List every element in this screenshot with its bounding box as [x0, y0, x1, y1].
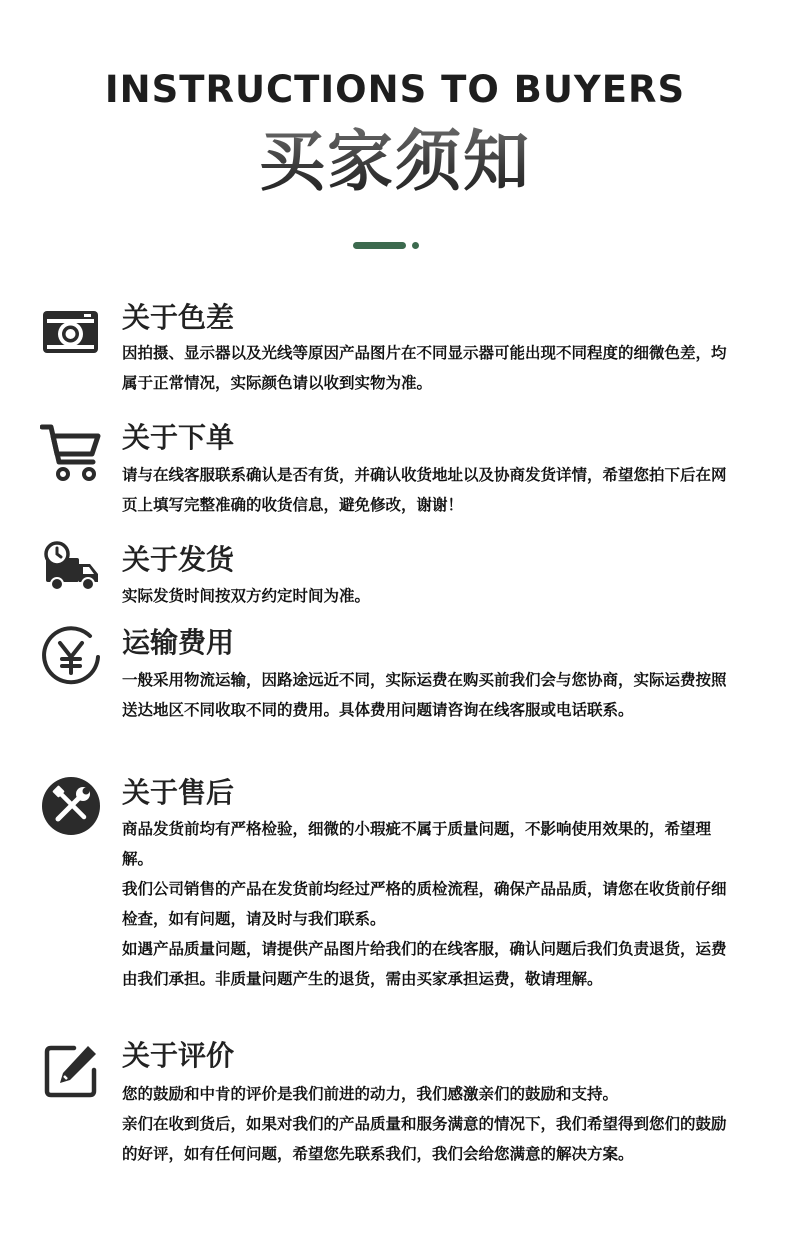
edit-pen-icon [40, 1040, 102, 1102]
section-text: 请与在线客服联系确认是否有货，并确认收货地址以及协商发货详情，希望您拍下后在网页上填写完整准确的收货信息，避免修改，谢谢！ [122, 466, 727, 514]
section-text: 您的鼓励和中肯的评价是我们前进的动力，我们感激亲们的鼓励和支持。 [122, 1085, 619, 1103]
section-text: 亲们在收到货后，如果对我们的产品质量和服务满意的情况下，我们希望得到您们的鼓励的好评，如有任何问题，希望您先联系我们，我们会给您满意的解决方案。 [122, 1115, 727, 1163]
delivery-truck-clock-icon [40, 540, 102, 602]
section-text: 商品发货前均有严格检验，细微的小瑕疵不属于质量问题，不影响使用效果的，希望理解。 [122, 820, 712, 868]
divider-bar [353, 242, 406, 249]
section-text: 一般采用物流运输，因路途远近不同，实际运费在购买前我们会与您协商，实际运费按照送达地区不同收取不同的费用。具体费用问题请咨询在线客服或电话联系。 [122, 671, 727, 719]
section-text: 实际发货时间按双方约定时间为准。 [122, 587, 371, 605]
section-title: 关于售后 [122, 776, 235, 809]
yen-circle-icon [40, 626, 102, 688]
section-text: 我们公司销售的产品在发货前均经过严格的质检流程，确保产品品质，请您在收货前仔细检查，如有问题，请及时与我们联系。 [122, 880, 727, 928]
title-chinese: 买家须知 [0, 124, 790, 200]
camera-icon [40, 305, 102, 367]
section-title: 关于发货 [122, 543, 235, 576]
divider-dot [412, 242, 419, 249]
section-title: 关于评价 [122, 1039, 235, 1072]
section-title: 关于色差 [122, 301, 235, 334]
section-text: 因拍摄、显示器以及光线等原因产品图片在不同显示器可能出现不同程度的细微色差，均属于正常情况，实际颜色请以收到实物为准。 [122, 344, 727, 392]
section-text: 如遇产品质量问题，请提供产品图片给我们的在线客服，确认问题后我们负责退货，运费由我们承担。非质量问题产生的退货，需由买家承担运费，敬请理解。 [122, 940, 727, 988]
title-english: INSTRUCTIONS TO BUYERS [104, 68, 686, 111]
wrench-screwdriver-icon [40, 775, 102, 837]
section-title: 运输费用 [122, 626, 235, 659]
shopping-cart-icon [40, 422, 102, 484]
section-title: 关于下单 [122, 421, 235, 454]
